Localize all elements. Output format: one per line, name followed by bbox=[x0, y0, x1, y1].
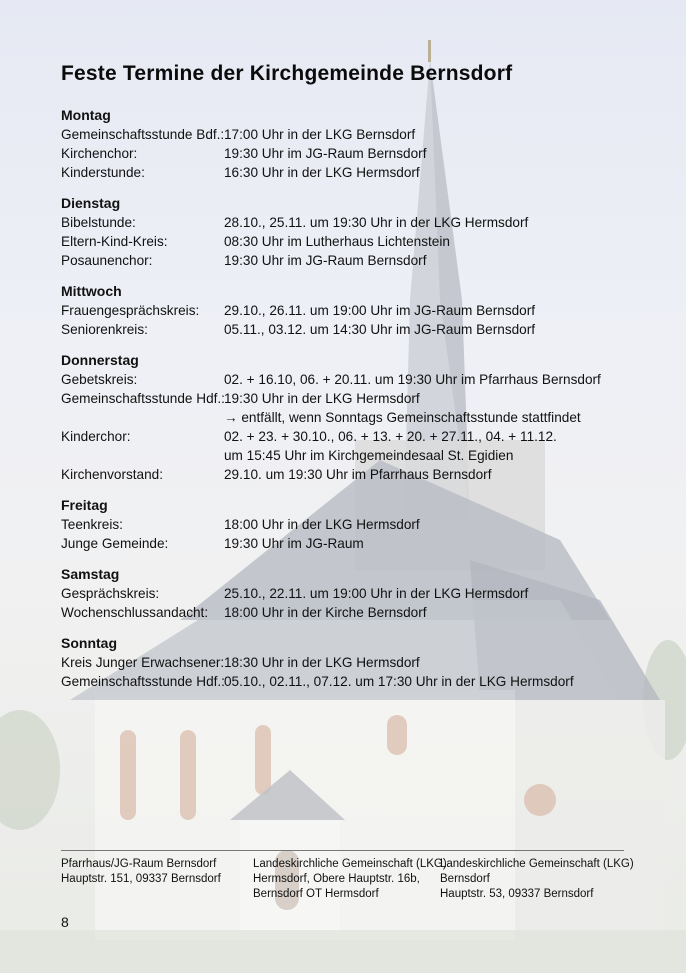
event-details: um 15:45 Uhr im Kirchgemeindesaal St. Egidien bbox=[224, 448, 514, 463]
day-block-montag bbox=[61, 106, 641, 182]
event-details: 19:30 Uhr im JG-Raum Bernsdorf bbox=[224, 253, 427, 268]
event-details: 29.10. um 19:30 Uhr im Pfarrhaus Bernsdorf bbox=[224, 467, 492, 482]
footer-address-pfarrhaus bbox=[61, 857, 221, 887]
event-label: Gemeinschaftsstunde Hdf.: bbox=[61, 674, 225, 689]
event-label: Kreis Junger Erwachsener: bbox=[61, 655, 225, 670]
schedule-row bbox=[61, 603, 641, 622]
schedule-row bbox=[61, 427, 641, 446]
day-heading: Sonntag bbox=[61, 635, 117, 651]
event-label: Gebetskreis: bbox=[61, 372, 138, 387]
event-details: 16:30 Uhr in der LKG Hermsdorf bbox=[224, 165, 420, 180]
footer-line: Bernsdorf bbox=[440, 873, 490, 885]
event-label: Frauengesprächskreis: bbox=[61, 303, 200, 318]
event-details: 28.10., 25.11. um 19:30 Uhr in der LKG Hermsdorf bbox=[224, 215, 529, 230]
footer-address-lkg-hermsdorf bbox=[253, 857, 447, 902]
schedule-row bbox=[61, 301, 641, 320]
day-heading: Dienstag bbox=[61, 195, 121, 211]
event-label: Bibelstunde: bbox=[61, 215, 136, 230]
schedule-row bbox=[61, 213, 641, 232]
event-details: 29.10., 26.11. um 19:00 Uhr im JG-Raum Bernsdorf bbox=[224, 303, 536, 318]
page-title: Feste Termine der Kirchgemeinde Bernsdorf bbox=[61, 62, 513, 85]
event-label: Gemeinschaftsstunde Bdf.: bbox=[61, 127, 225, 142]
schedule-row bbox=[61, 672, 641, 691]
event-label: Wochenschlussandacht: bbox=[61, 605, 209, 620]
event-details: 18:30 Uhr in der LKG Hermsdorf bbox=[224, 655, 420, 670]
event-label: Gemeinschaftsstunde Hdf.: bbox=[61, 391, 225, 406]
event-label bbox=[61, 446, 224, 465]
event-details: 25.10., 22.11. um 19:00 Uhr in der LKG Hermsdorf bbox=[224, 586, 529, 601]
schedule-row bbox=[61, 144, 641, 163]
footer-address-lkg-bernsdorf bbox=[440, 857, 634, 902]
day-heading: Montag bbox=[61, 107, 111, 123]
schedule-row bbox=[61, 534, 641, 553]
event-details: → entfällt, wenn Sonntags Gemeinschaftsstunde stattfindet bbox=[224, 410, 581, 425]
schedule-row bbox=[61, 370, 641, 389]
schedule-row bbox=[61, 163, 641, 182]
schedule-row bbox=[61, 515, 641, 534]
event-label bbox=[61, 408, 224, 427]
schedule-row bbox=[61, 653, 641, 672]
day-block-dienstag bbox=[61, 194, 641, 270]
event-label: Gesprächskreis: bbox=[61, 586, 160, 601]
event-label: Kirchenvorstand: bbox=[61, 467, 164, 482]
event-details: 02. + 16.10, 06. + 20.11. um 19:30 Uhr im Pfarrhaus Bernsdorf bbox=[224, 372, 601, 387]
footer-line: Hauptstr. 53, 09337 Bernsdorf bbox=[440, 888, 594, 900]
event-label: Junge Gemeinde: bbox=[61, 536, 169, 551]
footer-line: Landeskirchliche Gemeinschaft (LKG) bbox=[253, 858, 447, 870]
event-label: Eltern-Kind-Kreis: bbox=[61, 234, 168, 249]
day-heading: Mittwoch bbox=[61, 283, 122, 299]
schedule-row bbox=[61, 251, 641, 270]
event-details: 05.11., 03.12. um 14:30 Uhr im JG-Raum Bernsdorf bbox=[224, 322, 536, 337]
event-details: 18:00 Uhr in der Kirche Bernsdorf bbox=[224, 605, 427, 620]
schedule-row bbox=[61, 408, 641, 427]
schedule-row bbox=[61, 320, 641, 339]
schedule-row bbox=[61, 465, 641, 484]
schedule-row bbox=[61, 389, 641, 408]
event-label: Kinderstunde: bbox=[61, 165, 145, 180]
event-details: 19:30 Uhr in der LKG Hermsdorf bbox=[224, 391, 420, 406]
footer-addresses bbox=[61, 850, 634, 900]
schedule-row bbox=[61, 446, 641, 465]
event-details: 05.10., 02.11., 07.12. um 17:30 Uhr in der LKG Hermsdorf bbox=[224, 674, 574, 689]
day-heading: Samstag bbox=[61, 566, 120, 582]
schedule-row bbox=[61, 125, 641, 144]
event-label: Teenkreis: bbox=[61, 517, 123, 532]
event-details: 19:30 Uhr im JG-Raum Bernsdorf bbox=[224, 146, 427, 161]
event-details: 18:00 Uhr in der LKG Hermsdorf bbox=[224, 517, 420, 532]
footer-line: Hermsdorf, Obere Hauptstr. 16b, bbox=[253, 873, 420, 885]
schedule-row bbox=[61, 584, 641, 603]
event-label: Seniorenkreis: bbox=[61, 322, 148, 337]
day-block-samstag bbox=[61, 565, 641, 622]
day-block-mittwoch bbox=[61, 282, 641, 339]
event-label: Posaunenchor: bbox=[61, 253, 153, 268]
schedule-row bbox=[61, 232, 641, 251]
event-details: 19:30 Uhr im JG-Raum bbox=[224, 536, 364, 551]
footer-line: Hauptstr. 151, 09337 Bernsdorf bbox=[61, 873, 221, 885]
day-heading: Donnerstag bbox=[61, 352, 139, 368]
event-details: 08:30 Uhr im Lutherhaus Lichtenstein bbox=[224, 234, 450, 249]
footer-line: Bernsdorf OT Hermsdorf bbox=[253, 888, 379, 900]
day-block-freitag bbox=[61, 496, 641, 553]
event-label: Kirchenchor: bbox=[61, 146, 138, 161]
event-details: 17:00 Uhr in der LKG Bernsdorf bbox=[224, 127, 416, 142]
event-label: Kinderchor: bbox=[61, 429, 131, 444]
footer-line: Pfarrhaus/JG-Raum Bernsdorf bbox=[61, 858, 217, 870]
day-heading: Freitag bbox=[61, 497, 108, 513]
event-details: 02. + 23. + 30.10., 06. + 13. + 20. + 27.11., 04. + 11.12. bbox=[224, 429, 557, 444]
footer-line: Landeskirchliche Gemeinschaft (LKG) bbox=[440, 858, 634, 870]
schedule-list bbox=[61, 106, 641, 703]
page-number: 8 bbox=[61, 914, 69, 930]
day-block-sonntag bbox=[61, 634, 641, 691]
day-block-donnerstag bbox=[61, 351, 641, 484]
